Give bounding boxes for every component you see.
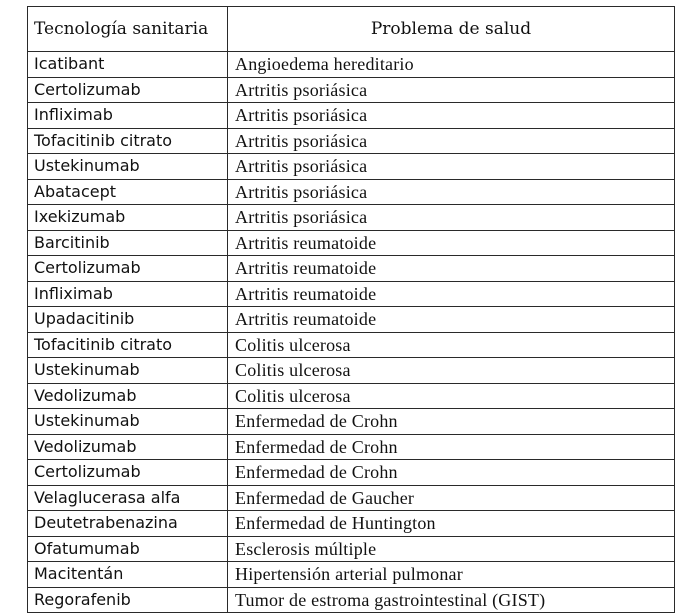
- table-row: [28, 103, 675, 129]
- table-row: [28, 485, 675, 511]
- table-row: [28, 536, 675, 562]
- technology-cell: Certolizumab: [28, 460, 228, 486]
- technology-cell: Barcitinib: [28, 230, 228, 256]
- technology-cell: Deutetrabenazina: [28, 511, 228, 537]
- technology-cell: Ixekizumab: [28, 205, 228, 231]
- technology-health-table: [27, 6, 675, 613]
- health-problem-cell: Artritis psoriásica: [228, 205, 675, 231]
- health-problem-cell: Angioedema hereditario: [228, 52, 675, 78]
- table-row: [28, 358, 675, 384]
- technology-cell: Vedolizumab: [28, 383, 228, 409]
- header-problema-de-salud: Problema de salud: [228, 7, 675, 52]
- health-problem-cell: Enfermedad de Crohn: [228, 434, 675, 460]
- health-problem-cell: Artritis reumatoide: [228, 281, 675, 307]
- health-problem-cell: Hipertensión arterial pulmonar: [228, 562, 675, 588]
- health-problem-cell: Colitis ulcerosa: [228, 358, 675, 384]
- table-row: [28, 511, 675, 537]
- technology-cell: Ofatumumab: [28, 536, 228, 562]
- table-row: [28, 281, 675, 307]
- technology-cell: Icatibant: [28, 52, 228, 78]
- table-row: [28, 460, 675, 486]
- header-row: [28, 7, 675, 52]
- health-problem-cell: Artritis psoriásica: [228, 128, 675, 154]
- table-row: [28, 383, 675, 409]
- table-row: [28, 154, 675, 180]
- table-header: [28, 7, 675, 52]
- health-problem-cell: Colitis ulcerosa: [228, 332, 675, 358]
- health-problem-cell: Enfermedad de Crohn: [228, 409, 675, 435]
- technology-cell: Abatacept: [28, 179, 228, 205]
- technology-cell: Ustekinumab: [28, 358, 228, 384]
- technology-cell: Macitentán: [28, 562, 228, 588]
- table-row: [28, 409, 675, 435]
- health-problem-cell: Artritis reumatoide: [228, 230, 675, 256]
- table-row: [28, 77, 675, 103]
- technology-cell: Tofacitinib citrato: [28, 332, 228, 358]
- health-problem-cell: Artritis psoriásica: [228, 179, 675, 205]
- table-row: [28, 562, 675, 588]
- header-tecnologia-sanitaria: Tecnología sanitaria: [28, 7, 228, 52]
- technology-table-container: [27, 6, 674, 613]
- health-problem-cell: Enfermedad de Huntington: [228, 511, 675, 537]
- table-row: [28, 307, 675, 333]
- technology-cell: Velaglucerasa alfa: [28, 485, 228, 511]
- health-problem-cell: Artritis psoriásica: [228, 103, 675, 129]
- technology-cell: Infliximab: [28, 281, 228, 307]
- technology-cell: Ustekinumab: [28, 154, 228, 180]
- health-problem-cell: Artritis reumatoide: [228, 307, 675, 333]
- table-row: [28, 128, 675, 154]
- health-problem-cell: Artritis psoriásica: [228, 77, 675, 103]
- health-problem-cell: Enfermedad de Crohn: [228, 460, 675, 486]
- table-body: [28, 52, 675, 613]
- table-row: [28, 434, 675, 460]
- technology-cell: Infliximab: [28, 103, 228, 129]
- health-problem-cell: Esclerosis múltiple: [228, 536, 675, 562]
- technology-cell: Ustekinumab: [28, 409, 228, 435]
- health-problem-cell: Tumor de estroma gastrointestinal (GIST): [228, 587, 675, 613]
- technology-cell: Certolizumab: [28, 77, 228, 103]
- table-row: [28, 52, 675, 78]
- table-row: [28, 230, 675, 256]
- table-row: [28, 179, 675, 205]
- table-row: [28, 587, 675, 613]
- technology-cell: Regorafenib: [28, 587, 228, 613]
- technology-cell: Upadacitinib: [28, 307, 228, 333]
- technology-cell: Certolizumab: [28, 256, 228, 282]
- table-row: [28, 256, 675, 282]
- health-problem-cell: Artritis psoriásica: [228, 154, 675, 180]
- technology-cell: Tofacitinib citrato: [28, 128, 228, 154]
- health-problem-cell: Enfermedad de Gaucher: [228, 485, 675, 511]
- table-row: [28, 205, 675, 231]
- health-problem-cell: Artritis reumatoide: [228, 256, 675, 282]
- health-problem-cell: Colitis ulcerosa: [228, 383, 675, 409]
- table-row: [28, 332, 675, 358]
- technology-cell: Vedolizumab: [28, 434, 228, 460]
